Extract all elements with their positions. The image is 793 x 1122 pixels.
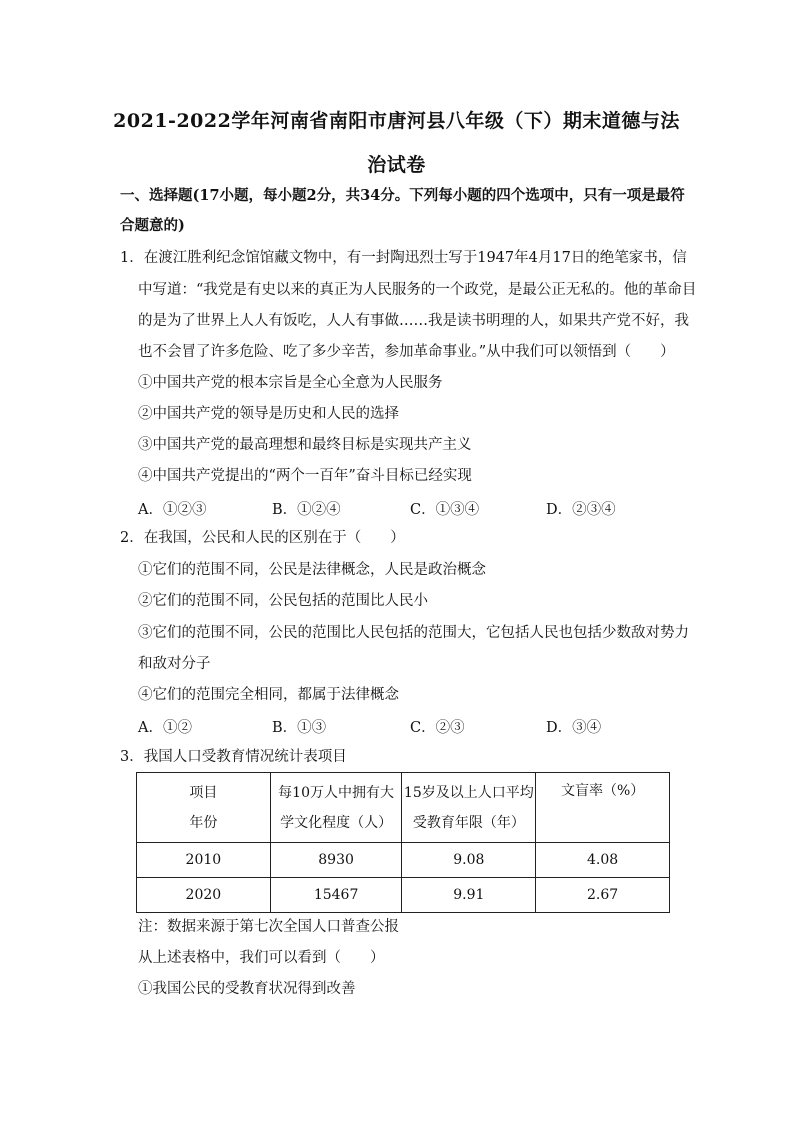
header-university-line-2: 学文化程度（人） (280, 814, 393, 831)
q1-option-a[interactable]: A．①②③ (138, 502, 207, 518)
q2-option-a[interactable]: A．①② (138, 720, 192, 736)
exam-title-line-2: 治试卷 (367, 154, 426, 176)
q1-option-b[interactable]: B．①②④ (272, 502, 341, 518)
q1-option-c[interactable]: C．①③④ (410, 502, 480, 518)
table-cell: 4.08 (536, 843, 670, 878)
education-stats-table (136, 772, 670, 913)
section-heading-line-1: 一、选择题(17小题，每小题2分，共34分。下列每小题的四个选项中，只有一项是最符 (120, 187, 685, 204)
exam-title-line-1: 2021-2022学年河南省南阳市唐河县八年级（下）期末道德与法 (113, 110, 680, 132)
header-illiteracy-label: 文盲率（%） (560, 783, 645, 799)
q1-option-d[interactable]: D．②③④ (546, 502, 616, 518)
q2-option-c[interactable]: C．②③ (410, 720, 465, 736)
header-item-label: 项目 (189, 784, 218, 801)
table-cell: 9.08 (402, 843, 536, 878)
table-row (137, 843, 670, 878)
header-schooling-line-2: 受教育年限（年） (412, 814, 525, 831)
header-cell-item-year (137, 773, 271, 843)
table-cell: 2.67 (536, 878, 670, 913)
q2-item-1: ①它们的范围不同，公民是法律概念，人民是政治概念 (138, 562, 486, 578)
q2-option-b[interactable]: B．①③ (272, 720, 327, 736)
q1-stem-line-2: 中写道：“我党是有史以来的真正为人民服务的一个政党，是最公正无私的。他的革命目 (138, 282, 697, 298)
q2-item-3: ③它们的范围不同，公民的范围比人民包括的范围大，它包括人民也包括少数敌对势力 (138, 625, 689, 641)
header-cell-illiteracy (536, 773, 670, 843)
table-cell: 8930 (270, 843, 402, 878)
q2-option-d[interactable]: D．③④ (546, 720, 602, 736)
header-cell-university (270, 773, 402, 843)
q2-item-2: ②它们的范围不同，公民包括的范围比人民小 (138, 593, 428, 609)
q2-item-4: ④它们的范围完全相同，都属于法律概念 (138, 687, 399, 703)
q1-item-4: ④中国共产党提出的“两个一百年”奋斗目标已经实现 (138, 468, 472, 484)
q3-question: 从上述表格中，我们可以看到（ ） (138, 950, 385, 966)
q3-item-1: ①我国公民的受教育状况得到改善 (138, 981, 356, 997)
header-year-label: 年份 (189, 814, 218, 831)
q2-stem: 2．在我国，公民和人民的区别在于（ ） (120, 530, 405, 546)
header-cell-schooling-years (402, 773, 536, 843)
header-schooling-line-1: 15岁及以上人口平均 (403, 784, 534, 801)
header-university-line-1: 每10万人中拥有大 (278, 784, 394, 801)
q1-stem-line-4: 也不会冒了许多危险、吃了多少辛苦，参加革命事业。”从中我们可以领悟到（ ） (138, 344, 675, 360)
q1-stem-line-3: 的是为了世界上人人有饭吃，人人有事做……我是读书明理的人，如果共产党不好，我 (138, 313, 689, 329)
table-cell: 2010 (137, 843, 271, 878)
table-row (137, 878, 670, 913)
q3-stem: 3．我国人口受教育情况统计表项目 (120, 749, 347, 765)
table-header-row (137, 773, 670, 843)
section-heading-line-2: 合题意的) (120, 217, 185, 234)
table-cell: 15467 (270, 878, 402, 913)
q1-stem-line-1: 1．在渡江胜利纪念馆馆藏文物中，有一封陶迅烈士写于1947年4月17日的绝笔家书，信 (120, 250, 687, 266)
q1-item-3: ③中国共产党的最高理想和最终目标是实现共产主义 (138, 437, 472, 453)
table-cell: 9.91 (402, 878, 536, 913)
q1-item-2: ②中国共产党的领导是历史和人民的选择 (138, 406, 399, 422)
table-cell: 2020 (137, 878, 271, 913)
q3-note: 注：数据来源于第七次全国人口普查公报 (138, 919, 399, 935)
q1-item-1: ①中国共产党的根本宗旨是全心全意为人民服务 (138, 375, 443, 391)
q2-item-3-cont: 和敌对分子 (138, 656, 211, 672)
